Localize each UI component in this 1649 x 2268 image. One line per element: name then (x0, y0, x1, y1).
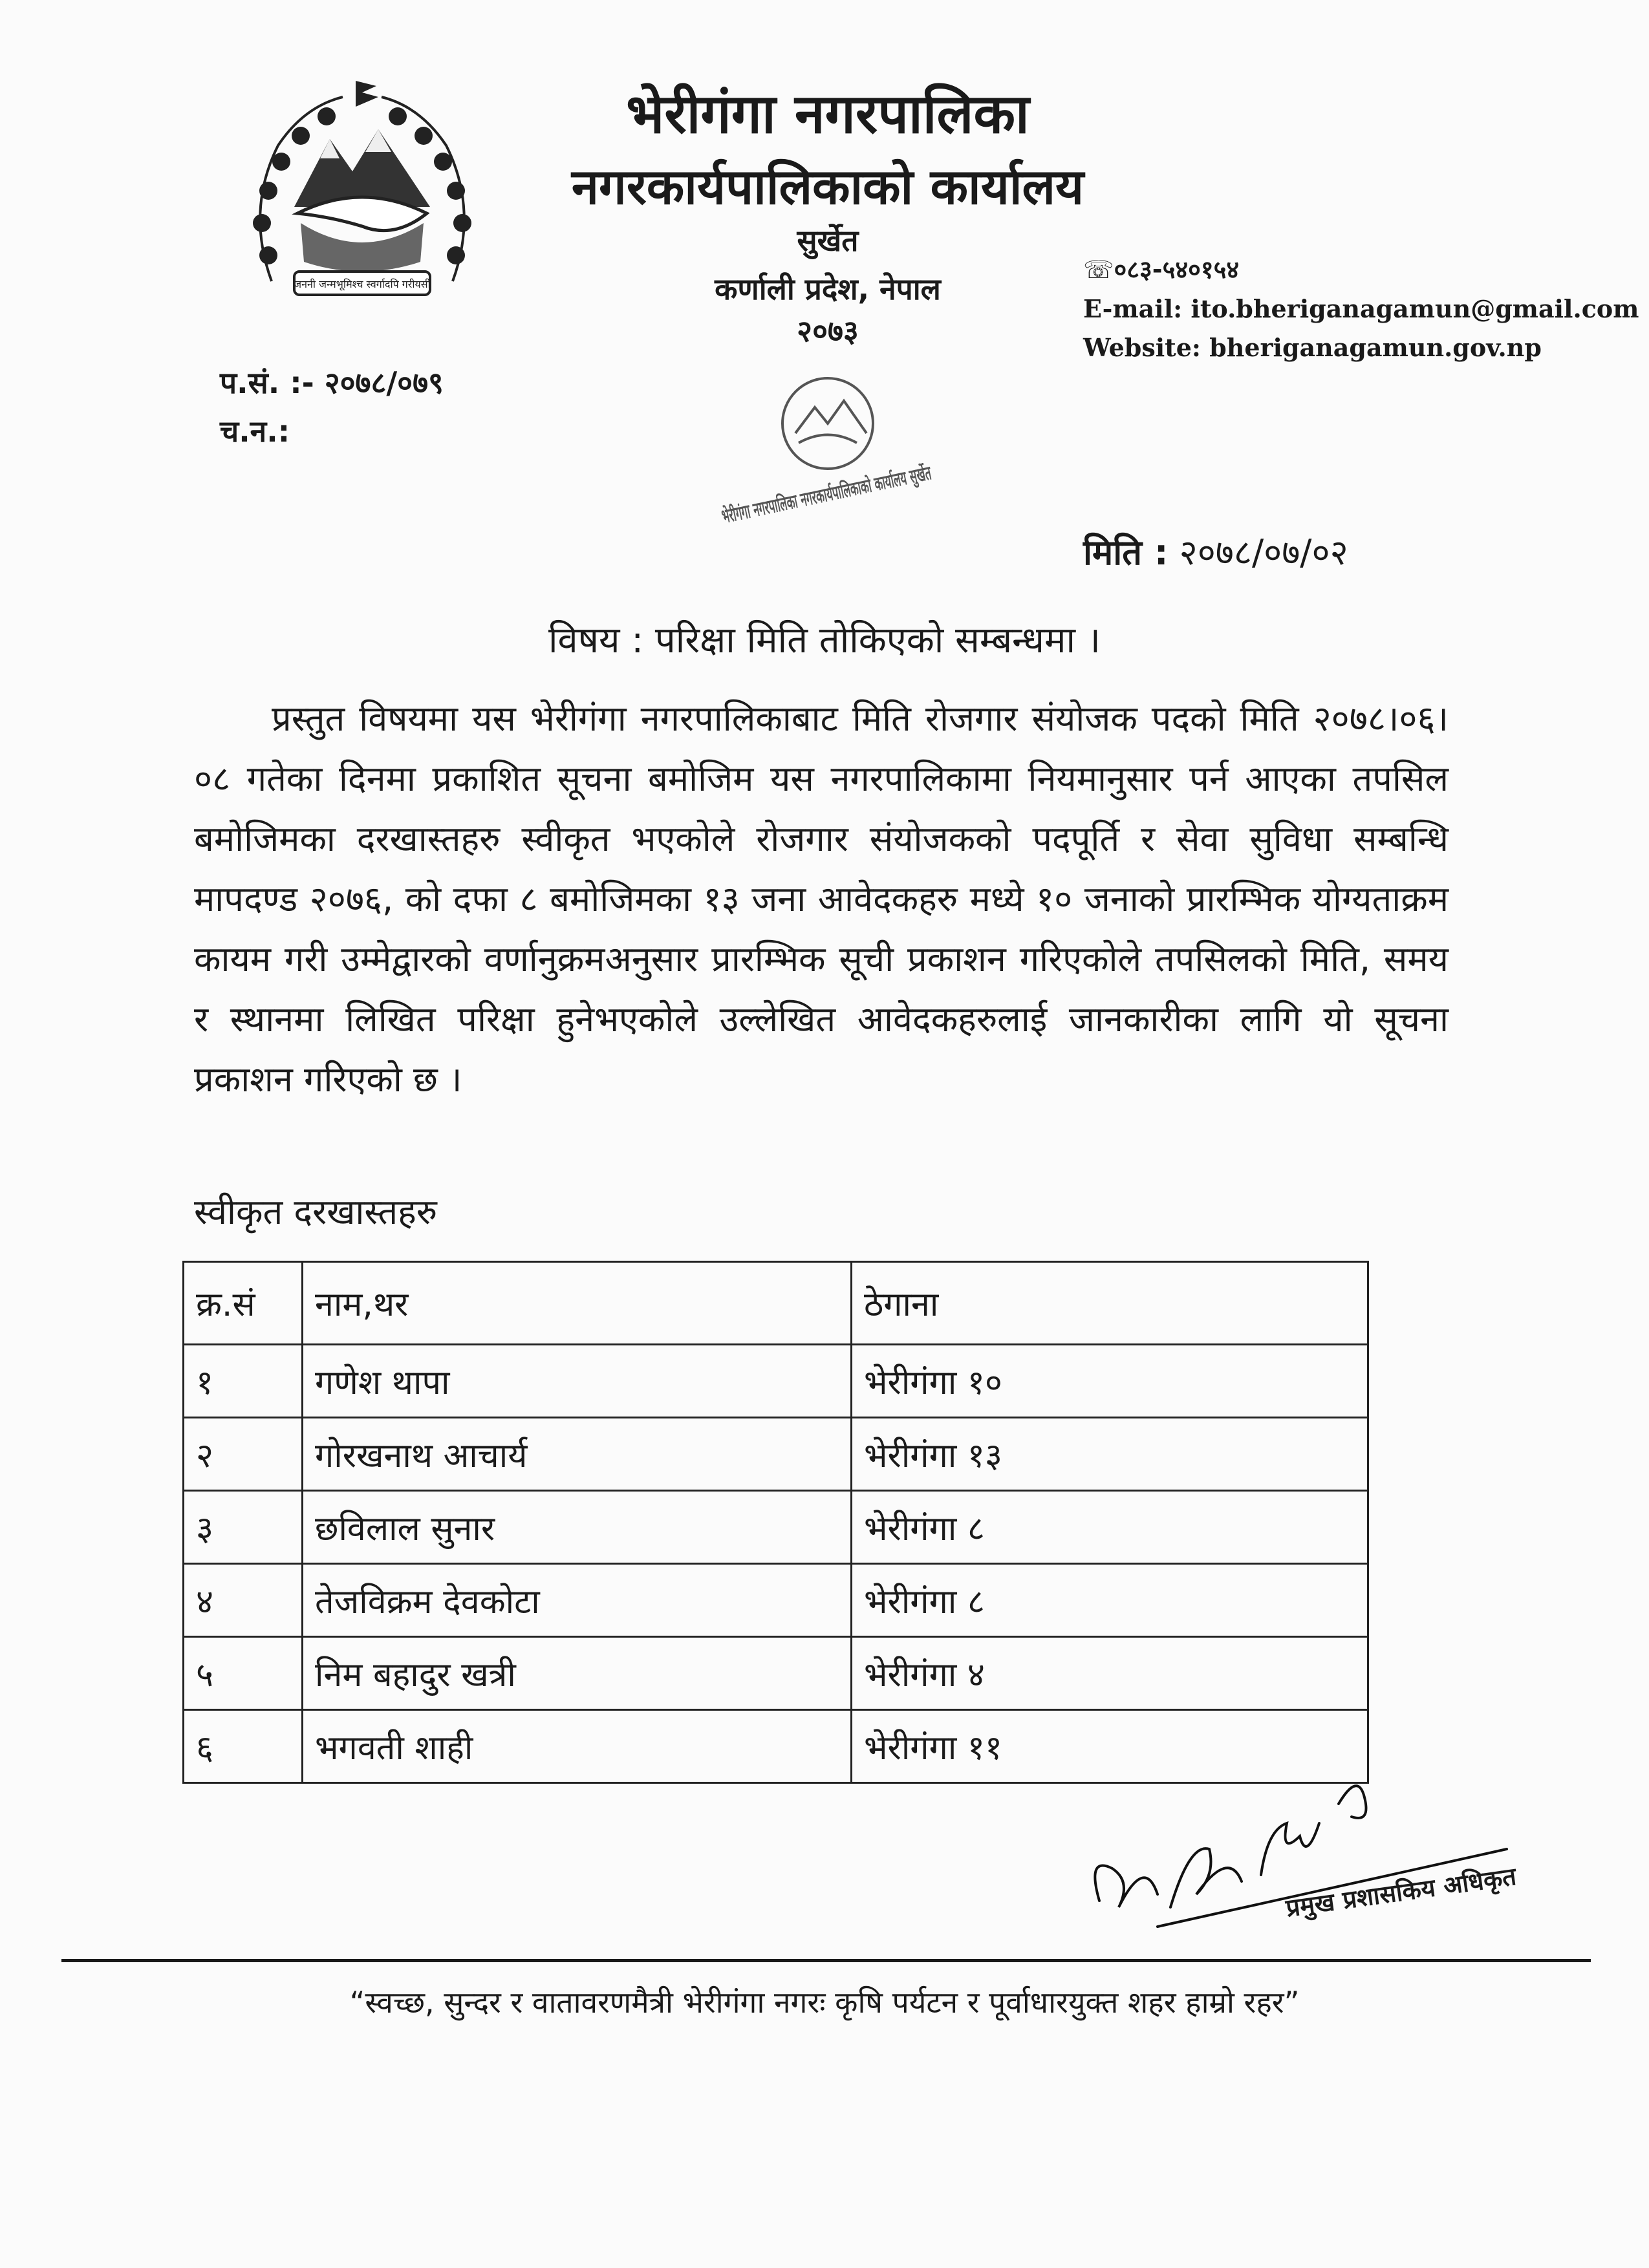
cell-name: तेजविक्रम देवकोटा (303, 1564, 852, 1637)
nepal-emblem-icon (233, 68, 491, 326)
table-row (184, 1345, 1368, 1418)
signatory-title: प्रमुख प्रशासकिय अधिकृत (1284, 1861, 1518, 1923)
cell-serial: २ (184, 1418, 303, 1491)
cell-name: गणेश थापा (303, 1345, 852, 1418)
letter-body: प्रस्तुत विषयमा यस भेरीगंगा नगरपालिकाबाट मिति रोजगार संयोजक पदको मिति २०७८।०६।०८ गतेका दिनमा प्रकाशित सूचना बमोजिम यस नगरपालिकामा नियमानुसार पर्न आएका तपसिल बमोजिमका दरखास्तहरु स्वीकृत भएकोले रोजगार संयोजकको पदपूर्ति र सेवा सुविधा सम्बन्धि मापदण्ड २०७६, को दफा ८ बमोजिमका १३ जना आवेदकहरु मध्ये १० जनाको प्रारम्भिक योग्यताक्रम कायम गरी उम्मेद्वारको वर्णानुक्रमअनुसार प्रारम्भिक सूची प्रकाशन गरिएकोले तपसिलको मिति, समय र स्थानमा लिखित परिक्षा हुनेभएकोले उल्लेखित आवेदकहरुलाई जानकारीका लागि यो सूचना प्रकाशन गरिएको छ । (194, 698, 1449, 1100)
cell-serial: ३ (184, 1491, 303, 1564)
cell-serial: १ (184, 1345, 303, 1418)
cell-serial: ६ (184, 1710, 303, 1783)
cell-address: भेरीगंगा १० (852, 1345, 1368, 1418)
cell-address: भेरीगंगा ११ (852, 1710, 1368, 1783)
table-header-row (184, 1262, 1368, 1345)
office-name: नगरकार्यपालिकाको कार्यालय (571, 158, 1084, 215)
letter-reference-number: प.सं. :- २०७८/०७९ (220, 365, 444, 400)
office-stamp-icon (711, 362, 1116, 575)
table-row (184, 1418, 1368, 1491)
cell-name: निम बहादुर खत्री (303, 1637, 852, 1710)
table-row (184, 1637, 1368, 1710)
letter-subject: विषय : परिक्षा मिति तोकिएको सम्बन्धमा । (548, 619, 1101, 661)
date-label: मिति : (1083, 532, 1169, 573)
contact-email: E-mail: ito.bheriganagamun@gmail.com (1083, 294, 1639, 323)
table-row (184, 1491, 1368, 1564)
cell-name: गोरखनाथ आचार्य (303, 1418, 852, 1491)
date-value: २०७८/०७/०२ (1179, 532, 1348, 573)
cell-name: छविलाल सुनार (303, 1491, 852, 1564)
cell-address: भेरीगंगा १३ (852, 1418, 1368, 1491)
header-serial: क्र.सं (184, 1262, 303, 1345)
approved-applications-table (182, 1261, 1369, 1784)
contact-phone: ☏०८३-५४०१५४ (1083, 255, 1240, 284)
footer-motto: “स्वच्छ, सुन्दर र वातावरणमैत्री भेरीगंगा नगरः कृषि पर्यटन र पूर्वाधारयुक्त शहर हाम्रो रहर” (349, 1985, 1300, 2020)
approved-applications-title: स्वीकृत दरखास्तहरु (194, 1192, 438, 1232)
cell-serial: ४ (184, 1564, 303, 1637)
footer-divider (61, 1959, 1591, 1962)
cell-address: भेरीगंगा ४ (852, 1637, 1368, 1710)
established-year: २०७३ (797, 314, 859, 348)
letter-date (1083, 527, 1348, 575)
dispatch-number: च.न.: (220, 414, 290, 449)
office-province: कर्णाली प्रदेश, नेपाल (715, 272, 941, 306)
contact-website: Website: bheriganagamun.gov.np (1083, 333, 1542, 362)
header-address: ठेगाना (852, 1262, 1368, 1345)
cell-address: भेरीगंगा ८ (852, 1564, 1368, 1637)
table-row (184, 1564, 1368, 1637)
cell-name: भगवती शाही (303, 1710, 852, 1783)
org-name: भेरीगंगा नगरपालिका (626, 82, 1029, 145)
header-name: नाम,थर (303, 1262, 852, 1345)
stamp-text: भेरीगंगा नगरपालिका नगरकार्यपालिकाको कार्यालय सुर्खेत (719, 423, 1116, 529)
office-place: सुर्खेत (797, 223, 859, 258)
emblem-motto: जननी जन्मभूमिश्च स्वर्गादपि गरीयसी (294, 278, 431, 290)
cell-serial: ५ (184, 1637, 303, 1710)
cell-address: भेरीगंगा ८ (852, 1491, 1368, 1564)
